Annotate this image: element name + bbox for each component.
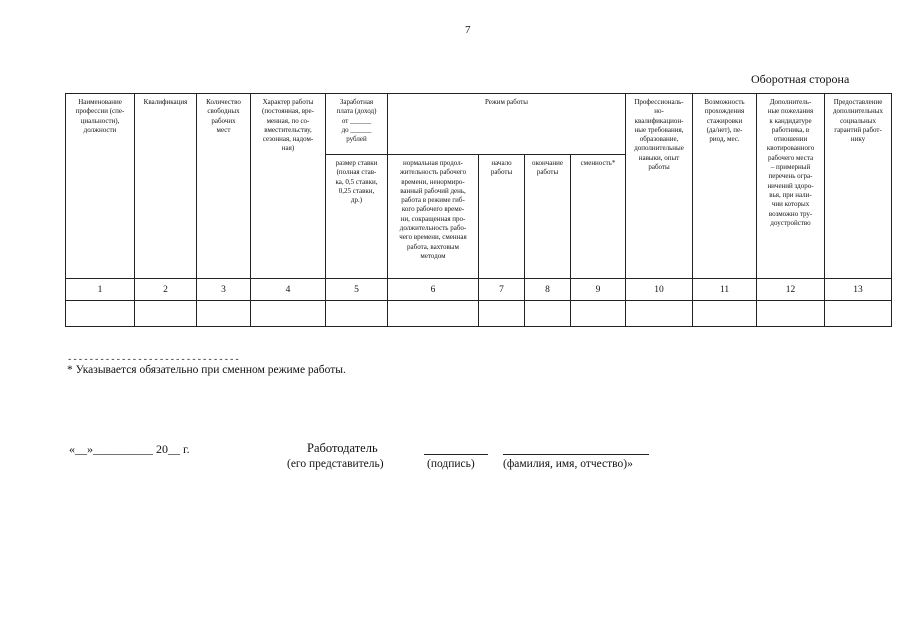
name-caption: (фамилия, имя, отчество)» bbox=[503, 458, 633, 470]
header-work-regime: Режим работы bbox=[388, 94, 626, 155]
header-additional-wishes: Дополнитель- ные пожелания к кандидатуре работника, в отношении квотированного рабочего места – примерный перечень огра- ничений здоро- вья, при нали- чии которых возможно тру- доустройство bbox=[757, 94, 825, 279]
name-line[interactable] bbox=[503, 454, 649, 455]
table-cell[interactable] bbox=[135, 301, 197, 327]
table-cell[interactable] bbox=[525, 301, 571, 327]
column-number: 4 bbox=[251, 279, 326, 301]
subheader-rate: размер ставки (полная став- ка, 0,5 ставки, 0,25 ставки, др.) bbox=[326, 155, 388, 279]
column-number: 5 bbox=[326, 279, 388, 301]
table-cell[interactable] bbox=[825, 301, 892, 327]
footnote-text: * Указывается обязательно при сменном режиме работы. bbox=[67, 364, 346, 376]
header-internship: Возможность прохождения стажировки (да/нет), пе- риод, мес. bbox=[693, 94, 757, 279]
subheader-shifts: сменность* bbox=[571, 155, 626, 279]
footnote-separator: -------------------------------- bbox=[67, 355, 240, 365]
table-cell[interactable] bbox=[251, 301, 326, 327]
vacancy-table bbox=[65, 93, 892, 327]
column-number: 1 bbox=[66, 279, 135, 301]
representative-label: (его представитель) bbox=[287, 458, 384, 470]
column-numbers-row bbox=[66, 279, 892, 301]
header-salary: Заработная плата (доход) от ______ до ______ рублей bbox=[326, 94, 388, 155]
subheader-start: начало работы bbox=[479, 155, 525, 279]
column-number: 6 bbox=[388, 279, 479, 301]
header-profession: Наименование профессии (спе- циальности), должности bbox=[66, 94, 135, 279]
column-number: 12 bbox=[757, 279, 825, 301]
page-number: 7 bbox=[465, 24, 471, 36]
date-field: «__»__________ 20__ г. bbox=[69, 442, 190, 456]
column-number: 8 bbox=[525, 279, 571, 301]
side-title: Оборотная сторона bbox=[751, 72, 850, 86]
column-number: 11 bbox=[693, 279, 757, 301]
table-cell[interactable] bbox=[197, 301, 251, 327]
subheader-duration: нормальная продол- жительность рабочего времени, ненормиро- ванный рабочий день, работа в режиме гиб- кого рабочего време- ни, сокращенная про- должительность рабо- чего времени, сменная работа, вахтовым методом bbox=[388, 155, 479, 279]
employer-label: Работодатель bbox=[307, 441, 378, 455]
table-cell[interactable] bbox=[757, 301, 825, 327]
column-number: 3 bbox=[197, 279, 251, 301]
signature-line[interactable] bbox=[424, 454, 488, 455]
column-number: 7 bbox=[479, 279, 525, 301]
header-work-type: Характер работы (постоянная, вре- менная, по со- вместительству, сезонная, надом- ная) bbox=[251, 94, 326, 279]
table-cell[interactable] bbox=[388, 301, 479, 327]
table-cell[interactable] bbox=[693, 301, 757, 327]
column-number: 10 bbox=[626, 279, 693, 301]
signature-caption: (подпись) bbox=[427, 458, 475, 470]
header-social-guarantees: Предоставление дополнительных социальных гарантий работ- нику bbox=[825, 94, 892, 279]
table-cell[interactable] bbox=[326, 301, 388, 327]
table-cell[interactable] bbox=[626, 301, 693, 327]
column-number: 13 bbox=[825, 279, 892, 301]
table-cell[interactable] bbox=[479, 301, 525, 327]
header-requirements: Профессиональ- но- квалификацион- ные требования, образование, дополнительные навыки, опыт работы bbox=[626, 94, 693, 279]
subheader-end: окончание работы bbox=[525, 155, 571, 279]
table-cell[interactable] bbox=[66, 301, 135, 327]
table-cell[interactable] bbox=[571, 301, 626, 327]
column-number: 2 bbox=[135, 279, 197, 301]
empty-entry-row bbox=[66, 301, 892, 327]
header-qualification: Квалификация bbox=[135, 94, 197, 279]
header-vacancies-count: Количество свободных рабочих мест bbox=[197, 94, 251, 279]
column-number: 9 bbox=[571, 279, 626, 301]
